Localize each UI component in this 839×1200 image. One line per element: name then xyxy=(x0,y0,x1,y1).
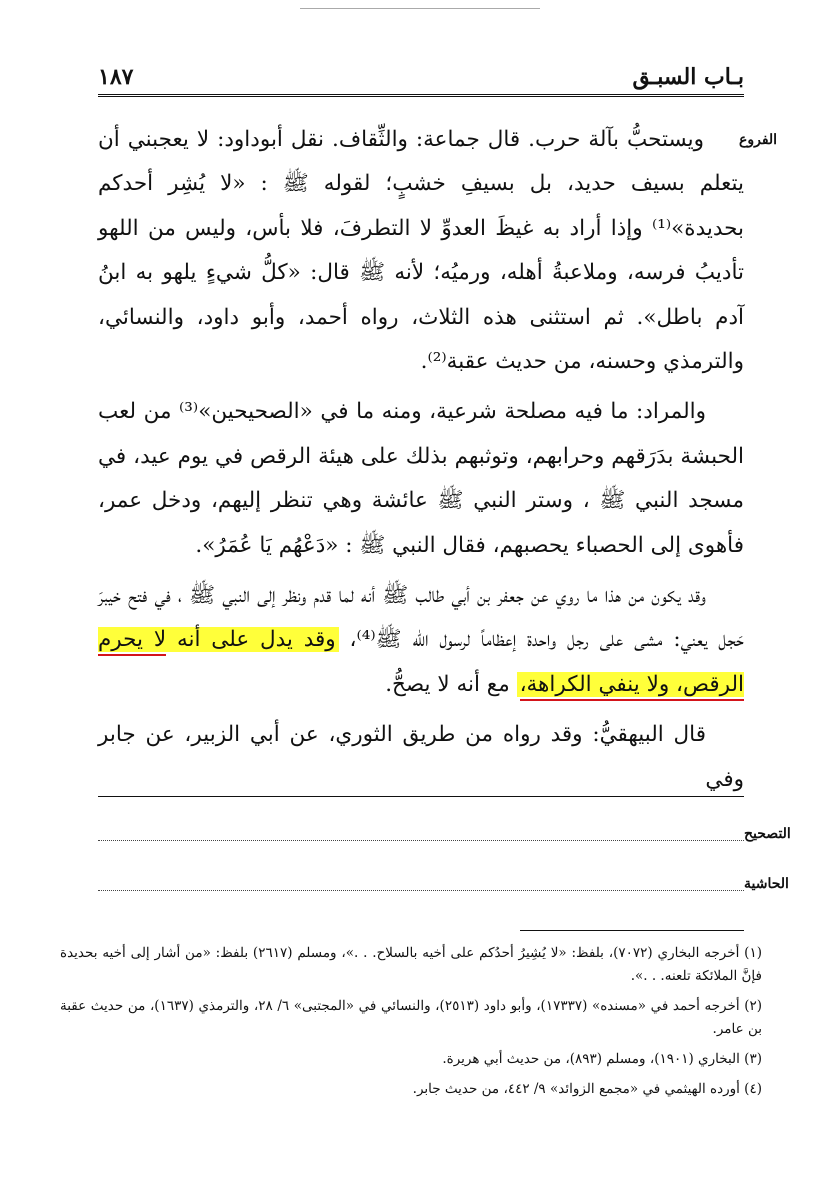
top-divider xyxy=(300,8,540,9)
footnote-4: (٤) أورده الهيثمي في «مجمع الزوائد» ٩/ ٤٤٢، من حديث جابر. xyxy=(412,1081,762,1097)
footnote-3: (٣) البخاري (١٩٠١)، ومسلم (٨٩٣)، من حديث أبي هريرة. xyxy=(442,1051,762,1067)
footnote-2: (٢) أخرجه أحمد في «مسنده» (١٧٣٣٧)، وأبو داود (٢٥١٣)، والنسائي في «المجتبى» ٦/ ٢٨، والترمذي (١٦٣٧)، من حديث عقبة بن عامر. xyxy=(60,998,763,1037)
section-divider xyxy=(98,796,744,797)
paragraph-2: والمراد: ما فيه مصلحة شرعية، ومنه ما في «الصحيحين»⁽³⁾ من لعب الحبشة بدَرَقهم وحرابهم، وتوثبهم بذلك على هيئة الرقص في يوم عيد، في مسجد النبي ﷺ ، وستر النبي ﷺ عائشة وهي تنظر إليهم، ودخل عمر، فأهوى إلى الحصباء يحصبهم، فقال النبي ﷺ : «دَعْهُم يَا عُمَرُ». xyxy=(98,399,744,558)
main-text xyxy=(98,118,744,808)
footnote-1: (١) أخرجه البخاري (٧٠٧٢)، بلفظ: «لا يُشِيرُ أحدُكم على أخيه بالسلاح. . .»، ومسلم (٢٦١٧) بلفظ: «من أشار إلى أخيه بحديدة فإنَّ الملائكة تلعنه. . .». xyxy=(60,945,762,984)
correction-line xyxy=(98,820,791,842)
paragraph-3-tail: مع أنه لا يصحُّ. xyxy=(385,671,510,697)
footnotes xyxy=(60,942,762,1108)
margin-label-furu: الفروع xyxy=(739,132,778,148)
underlined-phrase: لا يحرم الرقص، ولا ينفي الكراهة، xyxy=(98,627,744,700)
paragraph-1: ويستحبُّ بآلة حرب. قال جماعة: والثِّقاف. نقل أبوداود: لا يعجبني أن يتعلم بسيف حديد، بل بسيفِ خشبٍ؛ لقوله ﷺ : «لا يُشِر أحدكم بحديدة»⁽¹⁾ وإذا أراد به غيظَ العدوِّ لا التطرفَ، فلا بأس، وليس من اللهو تأديبُ فرسه، وملاعبةُ أهله، ورميُه؛ لأنه ﷺ قال: «كلُّ شيءٍ يلهو به ابنُ آدم باطل». ثم استثنى هذه الثلاث، رواه أحمد، وأبو داود، والنسائي، والترمذي وحسنه، من حديث عقبة⁽²⁾. xyxy=(98,127,744,375)
paragraph-4: قال البيهقيُّ: وقد رواه من طريق الثوري، عن أبي الزبير، عن جابر وفي xyxy=(98,722,744,792)
page-header xyxy=(98,60,744,97)
paragraph-3-text: وقد يكون من هذا ما روي عن جعفر بن أبي طالب ﷺ أنه لما قدم ونظر إلى النبي ﷺ ، في فتح خيبرَ حَجل يعني: مشى على رجل واحدة إعظاماً لرسول الله ﷺ⁽⁴⁾، xyxy=(98,583,744,653)
correction-label: التصحيح xyxy=(744,826,791,842)
commentary-line xyxy=(98,870,789,892)
commentary-label: الحاشية xyxy=(744,876,789,892)
paragraph-3 xyxy=(98,574,744,707)
chapter-title: بـاب السبـق xyxy=(632,64,744,90)
highlight-lead: وقد يدل على أنه xyxy=(166,627,336,653)
page-number: ١٨٧ xyxy=(98,64,134,90)
footnote-divider xyxy=(520,930,744,931)
